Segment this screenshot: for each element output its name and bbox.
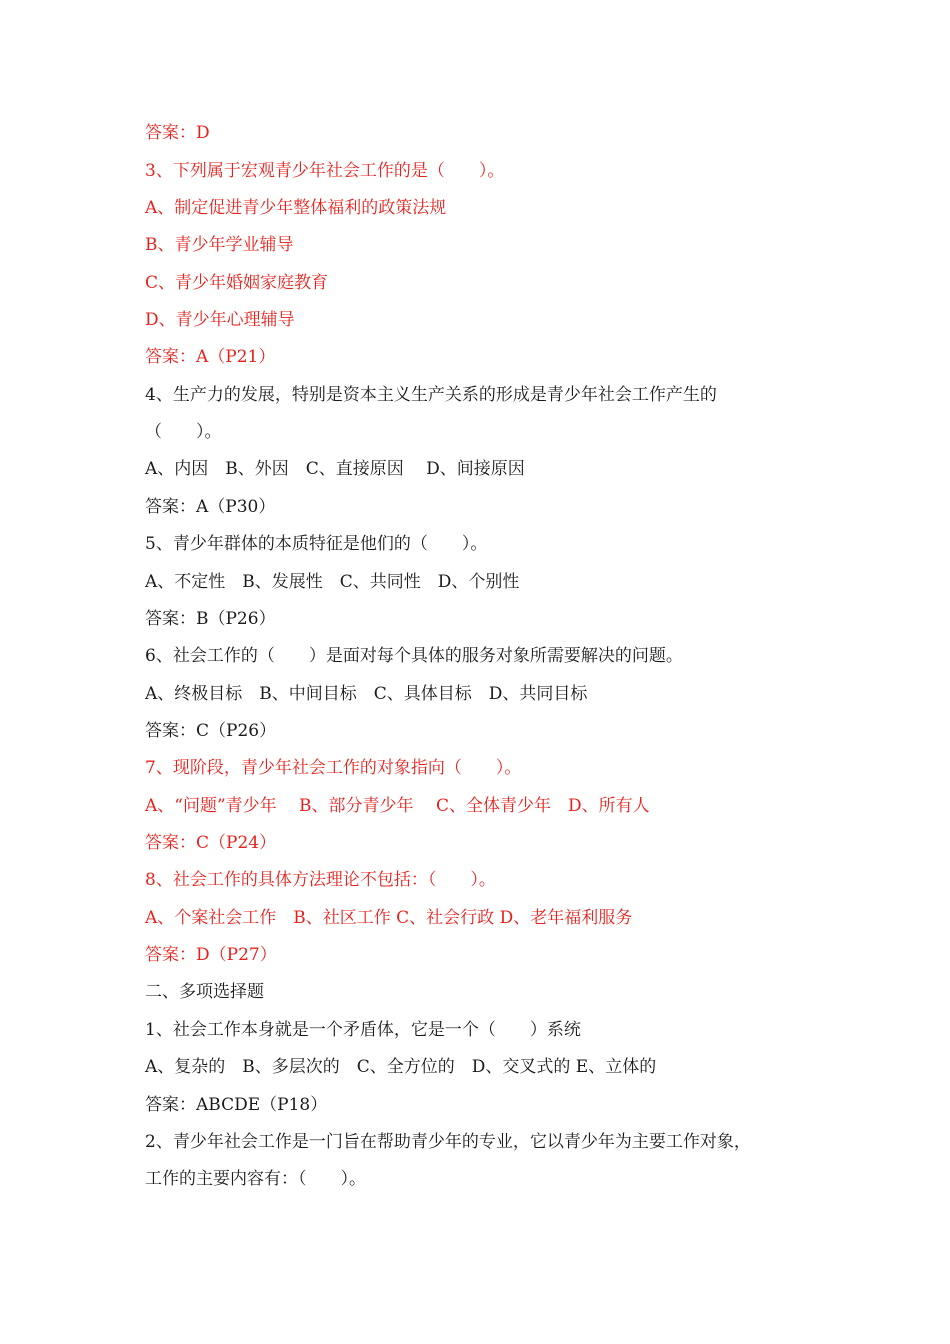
- option-line: A、复杂的 B、多层次的 C、全方位的 D、交叉式的 E、立体的: [145, 1057, 657, 1077]
- option-line: A、不定性 B、发展性 C、共同性 D、个别性: [145, 572, 520, 592]
- option-line: A、内因 B、外因 C、直接原因 D、间接原因: [145, 459, 525, 479]
- question-line: 5、青少年群体的本质特征是他们的（ ）。: [145, 534, 488, 554]
- answer-line: 答案：A（P21）: [145, 347, 276, 367]
- question-line: 4、生产力的发展，特别是资本主义生产关系的形成是青少年社会工作产生的: [145, 385, 717, 405]
- answer-line: 答案：ABCDE（P18）: [145, 1095, 328, 1115]
- option-line: B、青少年学业辅导: [145, 235, 294, 255]
- question-line: 8、社会工作的具体方法理论不包括：（ ）。: [145, 870, 496, 890]
- option-line: A、“问题”青少年 B、部分青少年 C、全体青少年 D、所有人: [145, 796, 650, 816]
- section-heading: 二、多项选择题: [145, 982, 264, 1002]
- question-line: 2、青少年社会工作是一门旨在帮助青少年的专业，它以青少年为主要工作对象，: [145, 1132, 751, 1152]
- option-line: A、终极目标 B、中间目标 C、具体目标 D、共同目标: [145, 684, 588, 704]
- option-line: A、个案社会工作 B、社区工作 C、社会行政 D、老年福利服务: [145, 908, 633, 928]
- question-line: （ ）。: [145, 422, 222, 442]
- option-line: A、制定促进青少年整体福利的政策法规: [145, 198, 447, 218]
- question-line: 1、社会工作本身就是一个矛盾体，它是一个（ ）系统: [145, 1020, 581, 1040]
- option-line: D、青少年心理辅导: [145, 310, 295, 330]
- question-line: 工作的主要内容有：（ ）。: [145, 1169, 366, 1189]
- answer-line: 答案：C（P26）: [145, 721, 277, 741]
- answer-line: 答案：D（P27）: [145, 945, 277, 965]
- answer-line: 答案：D: [145, 123, 210, 143]
- answer-line: 答案：B（P26）: [145, 609, 276, 629]
- answer-line: 答案：A（P30）: [145, 497, 276, 517]
- question-line: 6、社会工作的（ ）是面对每个具体的服务对象所需要解决的问题。: [145, 646, 683, 666]
- question-line: 3、下列属于宏观青少年社会工作的是（ ）。: [145, 161, 505, 181]
- answer-line: 答案：C（P24）: [145, 833, 277, 853]
- question-line: 7、现阶段，青少年社会工作的对象指向（ ）。: [145, 758, 522, 778]
- option-line: C、青少年婚姻家庭教育: [145, 273, 329, 293]
